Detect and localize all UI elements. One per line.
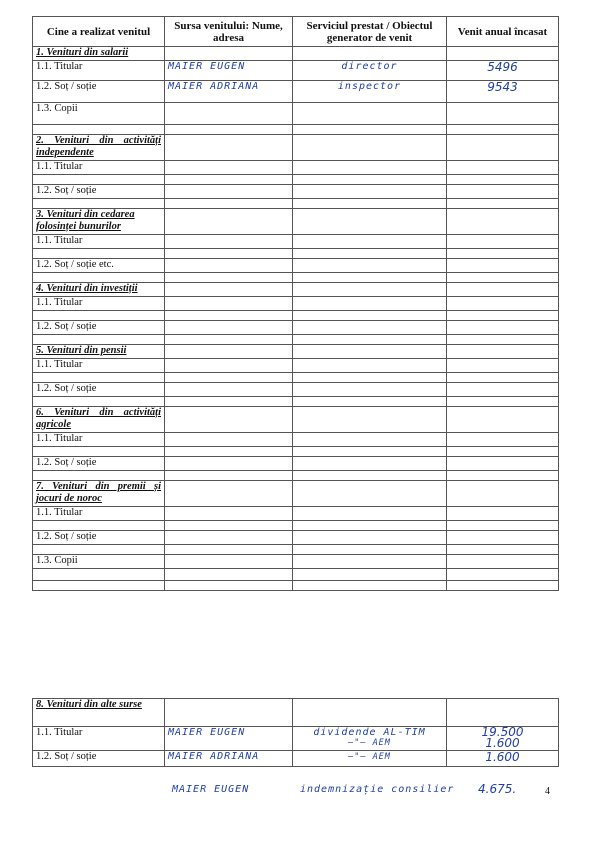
service-text: inspector <box>293 81 447 103</box>
table-row <box>33 507 559 521</box>
header-income: Venit anual încasat <box>447 17 559 47</box>
row-label: 1.1. Titular <box>33 297 165 311</box>
service-cell <box>293 727 447 751</box>
row-label: 1.1. Titular <box>33 161 165 175</box>
table-row <box>33 209 559 235</box>
extra-source-name: MAIER EUGEN <box>172 784 250 795</box>
table-row <box>33 103 559 125</box>
service-text: AEM <box>372 752 391 762</box>
row-label: 1.2. Soț / soție <box>33 531 165 545</box>
table-row <box>33 481 559 507</box>
table-row <box>33 81 559 103</box>
source-name: MAIER EUGEN <box>165 727 293 751</box>
section-independent: 2. Venituri din activități independente <box>33 135 165 161</box>
table-row <box>33 751 559 767</box>
row-label: 1.2. Soț / soție <box>33 321 165 335</box>
row-label: 1.2. Soț / soție etc. <box>33 259 165 273</box>
amount-cell <box>447 727 559 751</box>
section-other-sources: 8. Venituri din alte surse <box>33 699 165 727</box>
extra-service-text: indemnizație consilier <box>300 784 455 795</box>
income-amount: 5496 <box>447 61 559 81</box>
table-row <box>33 283 559 297</box>
row-label: 1.2. Soț / soție <box>33 185 165 199</box>
table-row <box>33 433 559 447</box>
income-amount: 9543 <box>447 81 559 103</box>
table-row <box>33 297 559 311</box>
table-row <box>33 345 559 359</box>
row-label: 1.2. Soț / soție <box>33 81 165 103</box>
section-prizes: 7. Venituri din premii și jocuri de noroc <box>33 481 165 507</box>
section-agricultural: 6. Venituri din activități agricole <box>33 407 165 433</box>
row-label: 1.1. Titular <box>33 359 165 373</box>
row-label: 1.1. Titular <box>33 727 165 751</box>
header-service: Serviciul prestat / Obiectul generator de venit <box>293 17 447 47</box>
table-row <box>33 359 559 373</box>
service-sub <box>296 738 443 749</box>
service-cell <box>293 751 447 767</box>
table-row <box>33 727 559 751</box>
row-label: 1.1. Titular <box>33 433 165 447</box>
row-label: 1.2. Soț / soție <box>33 383 165 397</box>
table-row <box>33 321 559 335</box>
section-salaries: 1. Venituri din salarii <box>33 47 165 61</box>
section-pensions: 5. Venituri din pensii <box>33 345 165 359</box>
header-source: Sursa venitului: Nume, adresa <box>165 17 293 47</box>
page-number: 4 <box>545 786 550 797</box>
income-amount: 1.600 <box>447 751 559 767</box>
table-row <box>33 235 559 249</box>
row-label: 1.3. Copii <box>33 103 165 125</box>
service-text: AEM <box>372 738 391 748</box>
income-table <box>32 16 559 591</box>
table-row <box>33 47 559 61</box>
row-label: 1.1. Titular <box>33 61 165 81</box>
section-investments: 4. Venituri din investiții <box>33 283 165 297</box>
table-row <box>33 383 559 397</box>
table-row <box>33 555 559 569</box>
table-row <box>33 185 559 199</box>
row-label: 1.3. Copii <box>33 555 165 569</box>
row-label: 1.1. Titular <box>33 507 165 521</box>
table-row <box>33 699 559 727</box>
source-name: MAIER EUGEN <box>165 61 293 81</box>
row-label: 1.1. Titular <box>33 235 165 249</box>
table-row <box>33 259 559 273</box>
income-amount: 1.600 <box>485 736 520 750</box>
row-label: 1.2. Soț / soție <box>33 457 165 471</box>
source-name: MAIER ADRIANA <box>165 81 293 103</box>
table-row <box>33 457 559 471</box>
service-text: director <box>293 61 447 81</box>
other-income-table <box>32 698 559 767</box>
header-who: Cine a realizat venitul <box>33 17 165 47</box>
section-property-use: 3. Venituri din cedarea folosinței bunurilor <box>33 209 165 235</box>
ditto-mark: —"— <box>348 738 367 748</box>
table-row <box>33 407 559 433</box>
table-row <box>33 135 559 161</box>
extra-income-amount: 4.675. <box>478 782 517 796</box>
table-row <box>33 161 559 175</box>
table-row <box>33 61 559 81</box>
source-name: MAIER ADRIANA <box>165 751 293 767</box>
row-label: 1.2. Soț / soție <box>33 751 165 767</box>
ditto-mark: —"— <box>348 752 367 762</box>
table-header-row <box>33 17 559 47</box>
table-row <box>33 531 559 545</box>
service-text: dividende AL-TIM <box>313 727 426 738</box>
income-amount: 19.500 <box>481 726 524 739</box>
